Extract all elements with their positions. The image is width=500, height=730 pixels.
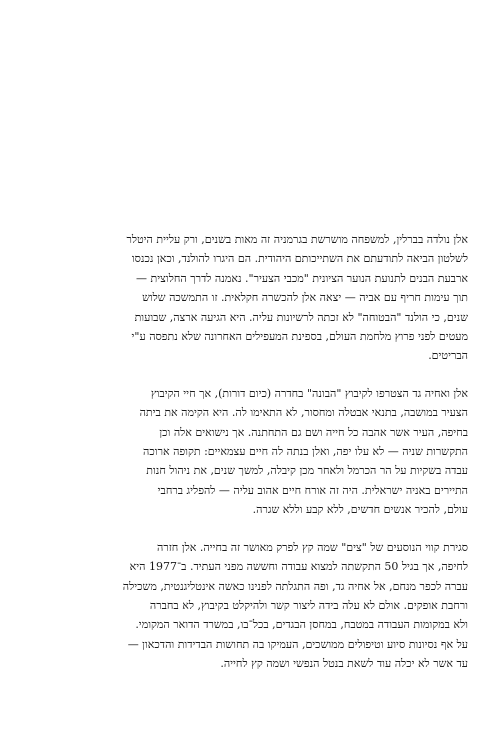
text-line: ארבעת הבנים לתנועת הנוער הציונית "מכבי הצעיר". נאמנה לדרך החלוצית — <box>136 271 468 285</box>
text-line: עולם, להכיר אנשים חדשים, ללא קבע וללא שגרה. <box>252 503 468 517</box>
paragraph-3 <box>40 538 468 674</box>
text-line: בחיפה, העיר אשר אהבה כל חייה ושם גם התחתנה. אך נישואים אלה וכן <box>159 425 468 439</box>
text-line: התקשרות שניה — לא עלו יפה, ואלן בנתה לה חיים עצמאיים: תקופה ארוכה <box>143 445 468 459</box>
text-line: עד אשר לא יכלה עוד לשאת בנטל הנפשי ושמה קץ לחייה. <box>220 657 468 671</box>
text-line: אלן ואחיה גד הצטרפו לקיבוץ "הבונה" בחדרה (כיום דורות), אך חיי הקיבוץ <box>150 386 468 400</box>
text-line: על אף נסיונות סיוע וטיפולים ממושכים, העמיקו בה תחושות הבדידות והדכאון — <box>127 637 468 651</box>
memorial-text <box>40 230 468 692</box>
text-line: סגירת קווי הנוסעים של "צים" שמה קץ לפרק מאושר זה בחייה. אלן חזרה <box>157 540 468 554</box>
text-line: ולא במקומות העבודה במטבח, במחסן הבגדים, בכל־בו, במשרד הדואר המקומי. <box>135 618 468 632</box>
text-line: התיירים באניה ישראלית. היה זה אורח חיים אהוב עליה — להפליג ברחבי <box>157 483 468 497</box>
text-line: מעטים לפני פרוץ מלחמת העולם, בספינת המעפילים האחרונה שלא נתפסה ע"י <box>131 330 468 344</box>
paragraph-1 <box>40 230 468 366</box>
paragraph-2 <box>40 384 468 520</box>
text-line: לחיפה, אך בגיל 50 התקשתה למצוא עבודה וחששה מפני העתיד. ב־1977 היא <box>129 560 468 574</box>
text-line: שנים, כי הולנד "הבטוחה" לא זכתה לרשיונות עליה. היא הגיעה ארצה, שבועות <box>134 310 468 324</box>
text-line: הבריטים. <box>428 349 468 363</box>
text-line: ורחבת אופקים. אולם לא עלה בידה ליצור קשר ולהיקלט בקיבוץ, לא בחברה <box>149 598 468 612</box>
text-line: עברה לכפר מנחם, אל אחיה גד, ופה התגלתה לפנינו כאשה אינטליגנטית, משכילה <box>122 579 468 593</box>
text-line: לשלטון הביאה לתודעתם את השתייכותם היהודית. הם היגרו להולנד, וכאן נכנסו <box>131 252 468 266</box>
text-line: עבדה בשקיות על הר הכרמל ולאחר מכן קיבלה, למשך שנים, את ניהול חנות <box>146 464 468 478</box>
text-line: אלן נולדה בברלין, למשפחה מושרשת בגרמניה זה מאות בשנים, ורק עליית היטלר <box>126 233 468 246</box>
text-line: תוך עימות חריף עם אביה — יצאה אלן להכשרה חקלאית. זו התמשכה שלוש <box>142 291 468 305</box>
text-line: הצעיר במושבה, בתנאי אבטלה ומחסור, לא התאימו לה. היא הקימה את ביתה <box>139 406 468 420</box>
